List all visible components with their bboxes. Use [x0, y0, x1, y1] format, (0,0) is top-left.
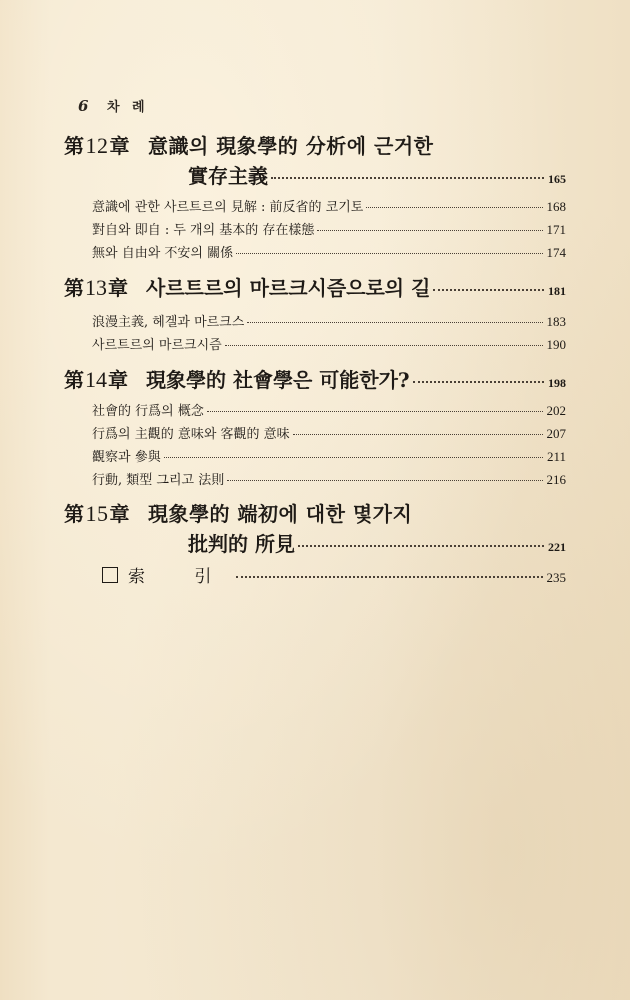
chapter-number: 14: [85, 367, 107, 392]
index-title-block: [102, 562, 233, 587]
dot-leader: [236, 253, 542, 254]
dot-leader: [413, 381, 544, 383]
chapter-13-heading[interactable]: [64, 272, 566, 301]
dot-leader: [293, 434, 543, 435]
page-ref: 171: [546, 222, 566, 237]
dot-leader: [227, 480, 542, 481]
chapter-15-heading[interactable]: [64, 498, 412, 527]
running-head: [78, 96, 149, 115]
chapter-14-heading[interactable]: [64, 364, 566, 393]
running-head-title: 차 례: [106, 100, 149, 115]
chapter-prefix: 第: [64, 134, 85, 158]
chapter-12-toc-line[interactable]: [188, 160, 566, 189]
chapter-12-heading[interactable]: [64, 130, 434, 159]
toc-entry[interactable]: [92, 423, 566, 442]
chapter-number: 13: [85, 275, 107, 300]
section-title: 對自와 即自 : 두 개의 基本的 存在樣態: [92, 223, 315, 238]
page-ref: 198: [548, 376, 566, 390]
chapter-prefix: 第: [64, 502, 85, 526]
page-ref: 183: [546, 314, 566, 329]
toc-entry[interactable]: [92, 242, 566, 261]
chapter-number: 15: [85, 501, 109, 526]
chapter-suffix: 章: [108, 368, 128, 392]
index-label: 索 引: [128, 567, 234, 587]
page-ref: 216: [546, 472, 566, 487]
chapter-title-continued: 實存主義: [188, 164, 268, 188]
page-ref: 202: [546, 403, 566, 418]
chapter-suffix: 章: [109, 134, 130, 158]
dot-leader: [271, 177, 544, 179]
section-title: 行爲의 主觀的 意味와 客觀的 意味: [92, 427, 290, 442]
toc-entry[interactable]: [92, 400, 566, 419]
dot-leader: [298, 545, 544, 547]
index-entry[interactable]: [102, 562, 566, 587]
chapter-number: 12: [85, 133, 109, 158]
dot-leader: [225, 345, 543, 346]
chapter-suffix: 章: [108, 276, 128, 300]
chapter-title-continued: 批判的 所見: [188, 532, 295, 556]
page-number: 6: [78, 97, 93, 115]
toc-entry[interactable]: [92, 446, 566, 465]
page-ref: 211: [546, 449, 566, 464]
page-ref: 181: [548, 284, 566, 298]
chapter-title: 現象學的 社會學은 可能한가?: [146, 368, 410, 392]
chapter-title: 사르트르의 마르크시즘으로의 길: [146, 276, 431, 300]
page-ref: 235: [546, 570, 566, 585]
dot-leader: [433, 289, 544, 291]
chapter-suffix: 章: [109, 502, 130, 526]
page-ref: 165: [548, 172, 566, 186]
toc-entry[interactable]: [92, 334, 566, 353]
chapter-15-toc-line[interactable]: [188, 528, 566, 557]
section-title: 社會的 行爲의 概念: [92, 404, 204, 419]
chapter-title: 意識의 現象學的 分析에 근거한: [148, 134, 434, 158]
chapter-title: 現象學的 端初에 대한 몇가지: [148, 502, 413, 526]
dot-leader: [164, 457, 543, 458]
toc-entry[interactable]: [92, 469, 566, 488]
dot-leader: [317, 230, 542, 231]
section-title: 사르트르의 마르크시즘: [92, 338, 222, 353]
page-ref: 168: [546, 199, 566, 214]
dot-leader: [236, 576, 542, 578]
chapter-title-block: [64, 364, 410, 393]
dot-leader: [366, 207, 542, 208]
dot-leader: [247, 322, 542, 323]
toc-entry[interactable]: [92, 311, 566, 330]
section-title: 行動, 類型 그리고 法則: [92, 473, 225, 488]
chapter-prefix: 第: [64, 276, 84, 300]
section-title: 觀察과 參與: [92, 450, 161, 465]
toc-entry[interactable]: [92, 196, 566, 215]
toc-entry[interactable]: [92, 219, 566, 238]
page-ref: 207: [546, 426, 566, 441]
square-bullet-icon: [102, 567, 118, 583]
chapter-prefix: 第: [64, 368, 84, 392]
section-title: 意識에 관한 사르트르의 見解 : 前反省的 코기토: [92, 200, 364, 215]
page-ref: 221: [548, 540, 566, 554]
section-title: 無와 自由와 不安의 關係: [92, 246, 234, 261]
chapter-title-block: [64, 272, 430, 301]
page-ref: 190: [546, 337, 566, 352]
dot-leader: [207, 411, 543, 412]
page-ref: 174: [546, 245, 566, 260]
section-title: 浪漫主義, 헤겔과 마르크스: [92, 315, 245, 330]
